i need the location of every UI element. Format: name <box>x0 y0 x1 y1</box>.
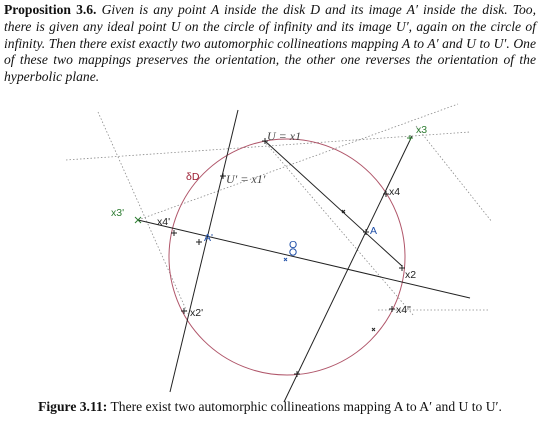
label-x4-prime: x4' <box>157 216 171 228</box>
label-delta-d: δD <box>186 171 200 183</box>
label-x3: x3 <box>416 124 428 136</box>
point-a <box>363 229 369 235</box>
dotted-line-x3prime-x3 <box>138 104 458 220</box>
label-x2-prime: x2' <box>190 307 204 319</box>
solid-lines <box>138 110 470 402</box>
caption-text: There exist two automorphic collineations mapping A to A′ and U to U′. <box>110 399 502 414</box>
label-x4-dprime: x4" <box>396 304 411 316</box>
label-u: U = x1 <box>267 129 302 143</box>
proposition-text: Given is any point A inside the disk D and its image A′ inside the disk. Too, there is given any ideal point U on the circle of infinity and its image U′, again on the circle of infinity. Then there exist exactly two automorphic collineations mapping A to A′ and U to U′. One of these two mappings preserves the orientation, the other one reverses the orientation of the hyperbolic plane. <box>4 2 536 85</box>
point-a-prime <box>196 239 202 245</box>
point-center-mark <box>284 258 287 261</box>
proposition-title: Proposition 3.6. <box>4 2 97 17</box>
label-x2: x2 <box>405 269 417 281</box>
label-x4: x4 <box>389 186 401 198</box>
circle-of-infinity <box>169 139 405 375</box>
point-x2-prime <box>181 308 187 314</box>
label-a-prime: A' <box>204 232 214 244</box>
dotted-line-right <box>416 126 492 222</box>
figure-caption <box>0 399 540 415</box>
point-bottom <box>294 371 300 377</box>
line-u-x2 <box>265 141 402 266</box>
caption-label: Figure 3.11: <box>38 399 108 414</box>
label-a: A <box>370 225 378 237</box>
label-u-prime: U′ = x1′ <box>226 172 266 186</box>
label-x3-prime: x3' <box>111 207 125 219</box>
point-mid-lower <box>372 328 375 331</box>
label-o: O <box>289 239 298 251</box>
line-x3prime-x2 <box>138 220 470 298</box>
dotted-line-u-x4dprime <box>264 141 417 316</box>
line-through-a-prime <box>170 110 238 392</box>
